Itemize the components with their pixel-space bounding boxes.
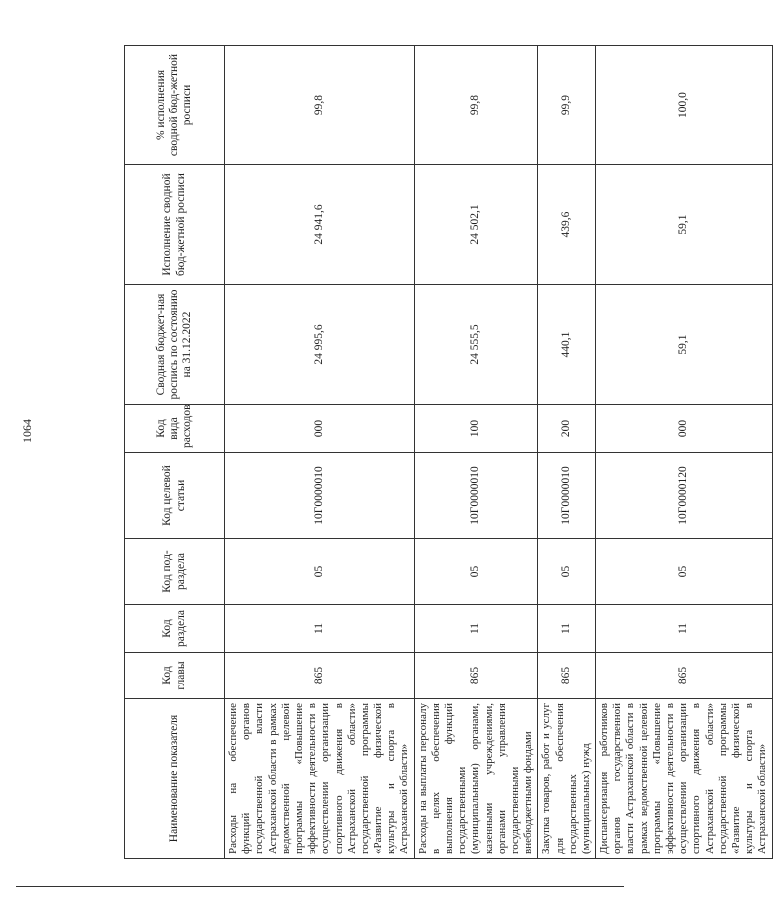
table-row — [414, 46, 538, 859]
cell-section: 11 — [414, 605, 538, 653]
header-name: Наименование показателя — [125, 699, 225, 859]
cell-target: 10Г0000120 — [596, 453, 772, 539]
cell-chapter: 865 — [596, 653, 772, 699]
rotated-table-container — [124, 46, 769, 859]
cell-expense-type: 100 — [414, 405, 538, 453]
cell-budget: 59,1 — [596, 285, 772, 405]
cell-chapter: 865 — [538, 653, 596, 699]
header-expense-type: Код вида расходов — [125, 405, 225, 453]
cell-expense-type: 200 — [538, 405, 596, 453]
cell-expense-type: 000 — [225, 405, 415, 453]
cell-section: 11 — [225, 605, 415, 653]
table-row — [596, 46, 772, 859]
budget-table — [124, 45, 773, 859]
cell-subsection: 05 — [538, 539, 596, 605]
cell-section: 11 — [596, 605, 772, 653]
header-target: Код целевой статьи — [125, 453, 225, 539]
table-row — [225, 46, 415, 859]
cell-section: 11 — [538, 605, 596, 653]
header-chapter: Код главы — [125, 653, 225, 699]
cell-target: 10Г0000010 — [225, 453, 415, 539]
cell-subsection: 05 — [596, 539, 772, 605]
cell-execution: 59,1 — [596, 165, 772, 285]
header-row — [125, 46, 225, 859]
header-subsection: Код под-раздела — [125, 539, 225, 605]
page-bottom-rule — [16, 886, 624, 887]
cell-execution: 24 941,6 — [225, 165, 415, 285]
cell-chapter: 865 — [225, 653, 415, 699]
page-number: 1064 — [20, 419, 34, 443]
cell-name: Диспансеризация работников органов государственной власти Астраханской области в рамках ведомственной целевой программы «Повышение эффективности деятельности в осуществлении организации спортивного движения в Астраханской области» государственной программы «Развитие физической культуры и спорта в Астраханской области» — [596, 699, 772, 859]
cell-percent: 100,0 — [596, 46, 772, 165]
cell-budget: 24 555,5 — [414, 285, 538, 405]
cell-percent: 99,8 — [414, 46, 538, 165]
cell-execution: 24 502,1 — [414, 165, 538, 285]
cell-name: Расходы на выплаты персоналу в целях обеспечения выполнения функций государственными (муниципальными) органами, казенными учреждениями, органами управления государственными внебюджетными фондами — [414, 699, 538, 859]
cell-subsection: 05 — [225, 539, 415, 605]
cell-percent: 99,9 — [538, 46, 596, 165]
cell-target: 10Г0000010 — [414, 453, 538, 539]
table-row — [538, 46, 596, 859]
cell-execution: 439,6 — [538, 165, 596, 285]
header-percent: % исполнения сводной бюд-жетной росписи — [125, 46, 225, 165]
cell-budget: 24 995,6 — [225, 285, 415, 405]
header-budget: Сводная бюджет-ная роспись по состоянию на 31.12.2022 — [125, 285, 225, 405]
cell-target: 10Г0000010 — [538, 453, 596, 539]
cell-name: Закупка товаров, работ и услуг для обеспечения государственных (муниципальных) нужд — [538, 699, 596, 859]
cell-chapter: 865 — [414, 653, 538, 699]
cell-name: Расходы на обеспечение функций органов государственной власти Астраханской области в рамках ведомственной целевой программы «Повышение эффективности деятельности в осуществлении организации спортивного движения в Астраханской области» государственной программы «Развитие физической культуры и спорта в Астраханской области» — [225, 699, 415, 859]
cell-expense-type: 000 — [596, 405, 772, 453]
cell-percent: 99,8 — [225, 46, 415, 165]
cell-budget: 440,1 — [538, 285, 596, 405]
cell-subsection: 05 — [414, 539, 538, 605]
header-section: Код раздела — [125, 605, 225, 653]
header-execution: Исполнение сводной бюд-жетной росписи — [125, 165, 225, 285]
